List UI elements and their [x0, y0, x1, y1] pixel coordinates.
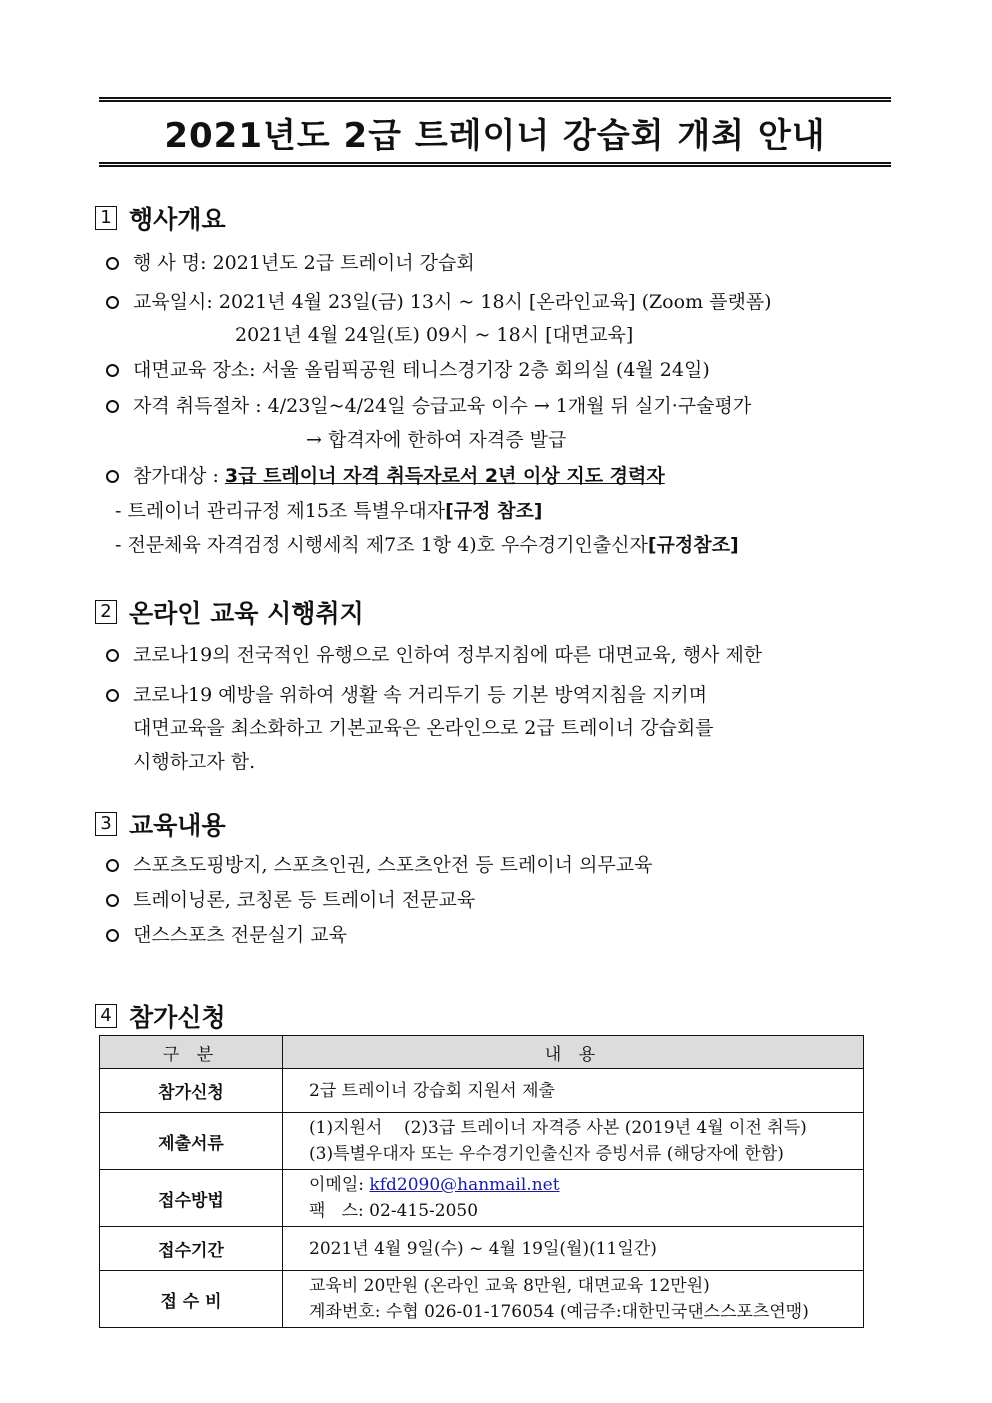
column-header: 구 분 — [100, 1036, 283, 1069]
schedule-online: 교육일시: 2021년 4월 23일(금) 13시 ~ 18시 [온라인교육] (Zoom 플랫폼) — [133, 291, 772, 313]
section-title: 행사개요 — [129, 205, 226, 234]
item-text: 댄스스포츠 전문실기 교육 — [133, 924, 347, 946]
procedure: 자격 취득절차 : 4/23일~4/24일 승급교육 이수 → 1개월 뒤 실기·구술평가 — [133, 395, 752, 417]
table-row — [100, 1113, 864, 1170]
section-title: 교육내용 — [129, 811, 226, 840]
section-4-header — [95, 998, 226, 1034]
email-link[interactable]: kfd2090@hanmail.net — [369, 1175, 560, 1195]
table-row — [100, 1170, 864, 1227]
row-content-line: 계좌번호: 수협 026-01-176054 (예금주:대한민국댄스스포츠연맹) — [309, 1302, 809, 1322]
list-item — [106, 680, 707, 707]
list-item — [106, 885, 475, 912]
sub-item — [115, 530, 739, 557]
column-header: 내 용 — [283, 1036, 864, 1069]
section-2-header — [95, 594, 364, 630]
registration-table — [99, 1035, 864, 1328]
regulation-ref: [규정 참조] — [445, 500, 543, 522]
circle-bullet-icon — [106, 400, 119, 413]
row-content — [283, 1271, 864, 1328]
item-text: 트레이닝론, 코칭론 등 트레이너 전문교육 — [133, 889, 476, 911]
event-name: 행 사 명: 2021년도 2급 트레이너 강습회 — [133, 252, 475, 274]
list-item — [106, 287, 772, 314]
item-text: 코로나19의 전국적인 유행으로 인하여 정부지침에 따른 대면교육, 행사 제한 — [133, 644, 763, 666]
row-content: 2021년 4월 9일(수) ~ 4월 19일(월)(11일간) — [283, 1227, 864, 1271]
circle-bullet-icon — [106, 929, 119, 942]
email-line — [309, 1172, 863, 1198]
row-label: 접수방법 — [100, 1170, 283, 1227]
item-text-continued: 대면교육을 최소화하고 기본교육은 온라인으로 2급 트레이너 강습회를 — [133, 717, 714, 739]
list-item — [106, 391, 751, 418]
list-item — [106, 640, 762, 667]
venue: 대면교육 장소: 서울 올림픽공원 테니스경기장 2층 회의실 (4월 24일) — [133, 359, 710, 381]
section-number: 4 — [95, 1004, 117, 1028]
row-content — [283, 1113, 864, 1170]
target-value: 3급 트레이너 자격 취득자로서 2년 이상 지도 경력자 — [224, 465, 665, 487]
section-number: 3 — [95, 812, 117, 836]
page-title: 2021년도 2급 트레이너 강습회 개최 안내 — [164, 115, 826, 156]
table-row — [100, 1069, 864, 1113]
section-1-header — [95, 200, 226, 236]
circle-bullet-icon — [106, 649, 119, 662]
circle-bullet-icon — [106, 689, 119, 702]
item-text: 코로나19 예방을 위하여 생활 속 거리두기 등 기본 방역지침을 지키며 — [133, 684, 708, 706]
list-item — [106, 850, 652, 877]
item-text: 스포츠도핑방지, 스포츠인권, 스포츠안전 등 트레이너 의무교육 — [133, 854, 653, 876]
sub-item-text: - 전문체육 자격검정 시행세칙 제7조 1항 4)호 우수경기인출신자 — [115, 534, 648, 556]
table-row — [100, 1271, 864, 1328]
target-label: 참가대상 : — [133, 465, 225, 487]
circle-bullet-icon — [106, 364, 119, 377]
row-label: 접수기간 — [100, 1227, 283, 1271]
sub-item-text: - 트레이너 관리규정 제15조 특별우대자 — [115, 500, 446, 522]
circle-bullet-icon — [106, 859, 119, 872]
list-item — [106, 920, 347, 947]
sub-item — [115, 496, 542, 523]
section-number: 1 — [95, 206, 117, 230]
circle-bullet-icon — [106, 470, 119, 483]
row-content: 2급 트레이너 강습회 지원서 제출 — [283, 1069, 864, 1113]
schedule-offline: 2021년 4월 24일(토) 09시 ~ 18시 [대면교육] — [235, 324, 634, 346]
list-item — [106, 355, 710, 382]
title-box — [99, 97, 891, 167]
row-content — [283, 1170, 864, 1227]
fax-line: 팩 스: 02-415-2050 — [309, 1201, 479, 1221]
circle-bullet-icon — [106, 257, 119, 270]
section-title: 온라인 교육 시행취지 — [129, 599, 364, 628]
procedure-continued: → 합격자에 한하여 자격증 발급 — [306, 429, 567, 451]
item-text-continued: 시행하고자 함. — [133, 751, 256, 773]
section-title: 참가신청 — [129, 1003, 226, 1032]
row-label: 접 수 비 — [100, 1271, 283, 1328]
section-3-header — [95, 806, 226, 842]
row-label: 제출서류 — [100, 1113, 283, 1170]
row-content-line: (3)특별우대자 또는 우수경기인출신자 증빙서류 (해당자에 한함) — [309, 1144, 784, 1164]
table-row — [100, 1227, 864, 1271]
email-label: 이메일: — [309, 1175, 370, 1195]
list-item — [106, 248, 475, 275]
circle-bullet-icon — [106, 894, 119, 907]
list-item — [106, 461, 665, 488]
row-content-line: (1)지원서 (2)3급 트레이너 자격증 사본 (2019년 4월 이전 취득) — [309, 1118, 807, 1138]
regulation-ref: [규정참조] — [647, 534, 739, 556]
row-content-line: 교육비 20만원 (온라인 교육 8만원, 대면교육 12만원) — [309, 1276, 710, 1296]
table-header-row — [100, 1036, 864, 1069]
section-number: 2 — [95, 600, 117, 624]
circle-bullet-icon — [106, 296, 119, 309]
row-label: 참가신청 — [100, 1069, 283, 1113]
